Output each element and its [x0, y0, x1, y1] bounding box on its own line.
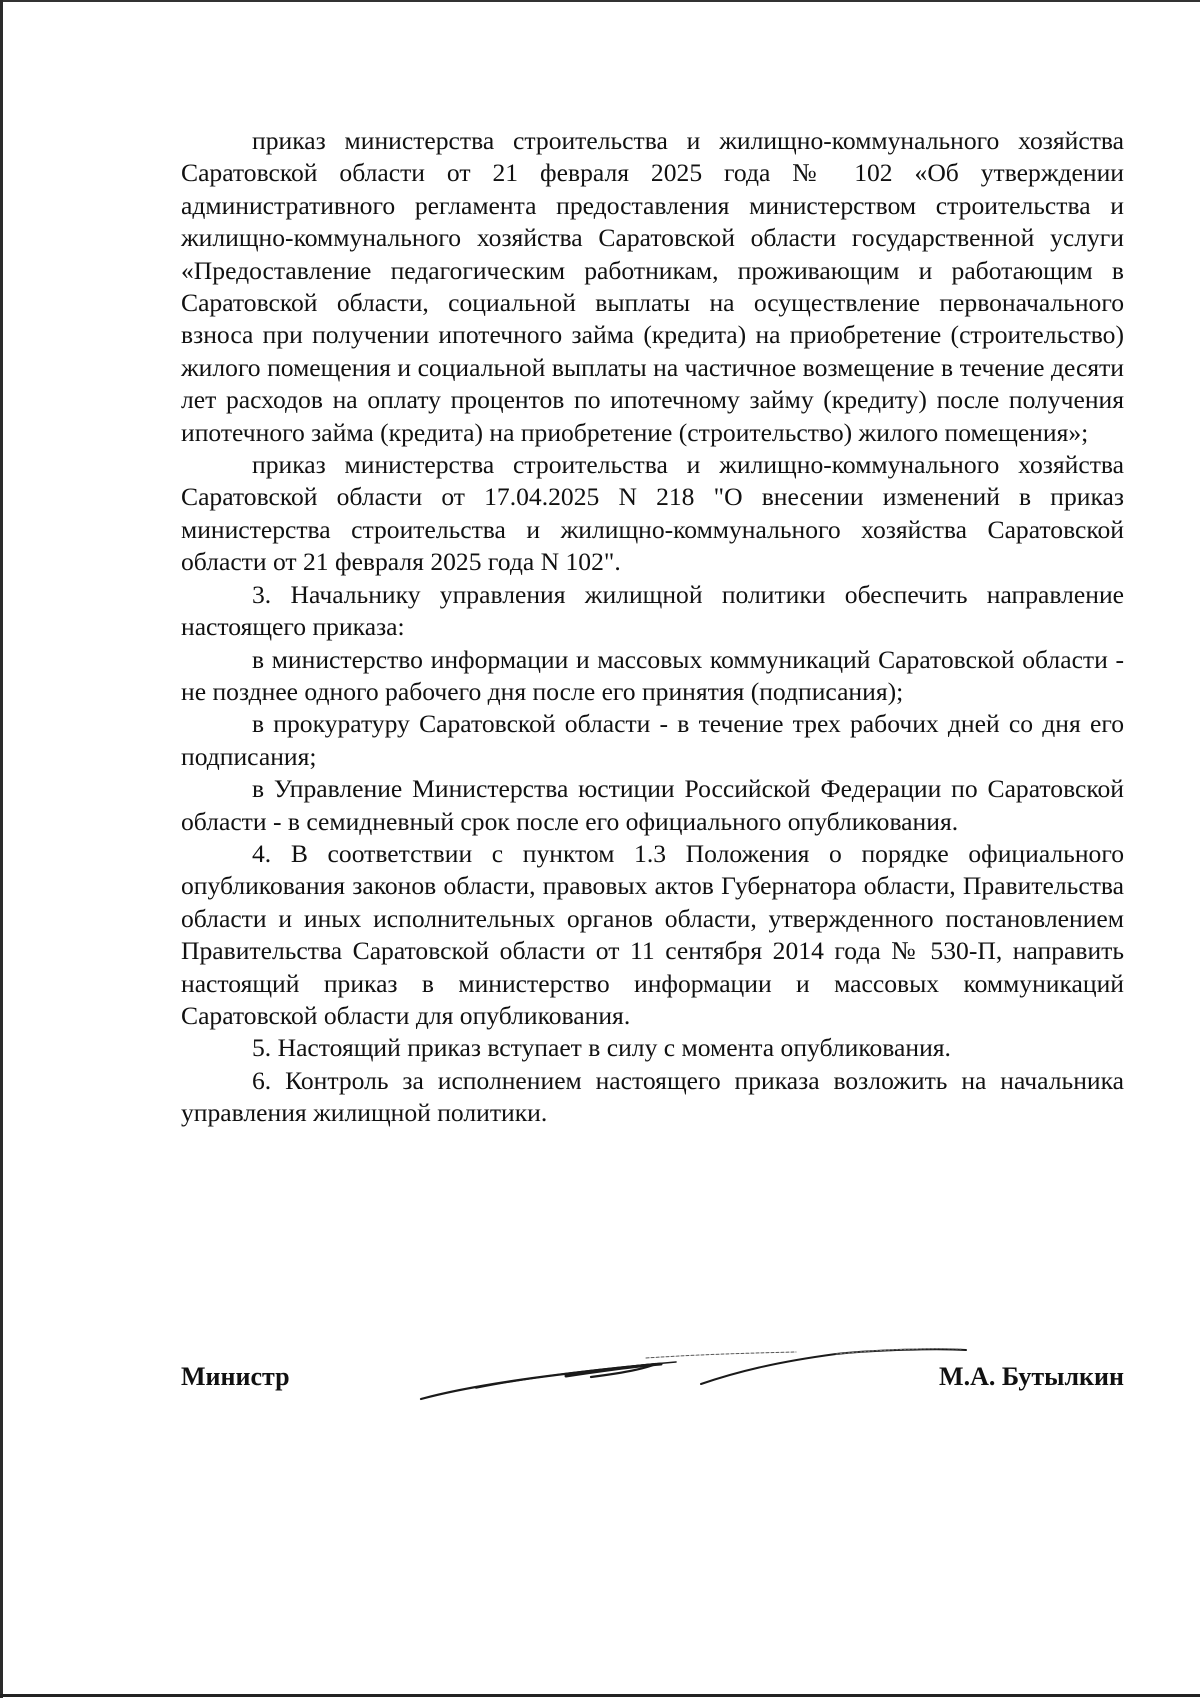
signatory-name: М.А. Бутылкин	[939, 1362, 1124, 1391]
paragraph-prosecutor: в прокуратуру Саратовской области - в течение трех рабочих дней со дня его подписания;	[181, 709, 1124, 771]
paragraph-item-4: 4. В соответствии с пунктом 1.3 Положения о порядке официального опубликования законов области, правовых актов Губернатора области, Правительства области и иных исполнительных органов области, утвержденного постановлением Правительства Саратовской области от 11 сентября 2014 года № 530-П, направить настоящий приказ в министерство информации и массовых коммуникаций Саратовской области для опубликования.	[181, 838, 1124, 1030]
paragraph-order-102: приказ министерства строительства и жилищно-коммунального хозяйства Саратовской области от 21 февраля 2025 года № 102 «Об утверждении административного регламента предоставления министерством строительства и жилищно-коммунального хозяйства Саратовской области государственной услуги «Предоставление педагогическим работникам, проживающим и работающим в Саратовской области, социальной выплаты на осуществление первоначального взноса при получении ипотечного займа (кредита) на приобретение (строительство) жилого помещения и социальной выплаты на частичное возмещение в течение десяти лет расходов на оплату процентов по ипотечному займу (кредиту) после получения ипотечного займа (кредита) на приобретение (строительство) жилого помещения»;	[181, 126, 1124, 447]
document-body	[181, 125, 1124, 1130]
paragraph-ministry-justice: в Управление Министерства юстиции Российской Федерации по Саратовской области - в семидневный срок после его официального опубликования.	[181, 774, 1124, 836]
paragraph-item-3: 3. Начальнику управления жилищной политики обеспечить направление настоящего приказа:	[181, 579, 1124, 642]
handwritten-signature	[416, 1344, 976, 1404]
paragraph-item-5: 5. Настоящий приказ вступает в силу с момента опубликования.	[252, 1033, 951, 1063]
left-scan-edge	[0, 0, 3, 1698]
signature-block	[181, 1350, 1124, 1430]
paragraph-item-6: 6. Контроль за исполнением настоящего приказа возложить на начальника управления жилищной политики.	[181, 1065, 1124, 1128]
top-scan-edge	[0, 0, 1200, 2]
signatory-title: Министр	[181, 1362, 290, 1391]
bottom-scan-edge	[0, 1694, 1200, 1697]
paragraph-ministry-information: в министерство информации и массовых коммуникаций Саратовской области - не позднее одного рабочего дня после его принятия (подписания);	[181, 644, 1124, 706]
paragraph-order-218: приказ министерства строительства и жилищно-коммунального хозяйства Саратовской области от 17.04.2025 N 218 "О внесении изменений в приказ министерства строительства и жилищно-коммунального хозяйства Саратовской области от 21 февраля 2025 года N 102".	[181, 450, 1124, 577]
